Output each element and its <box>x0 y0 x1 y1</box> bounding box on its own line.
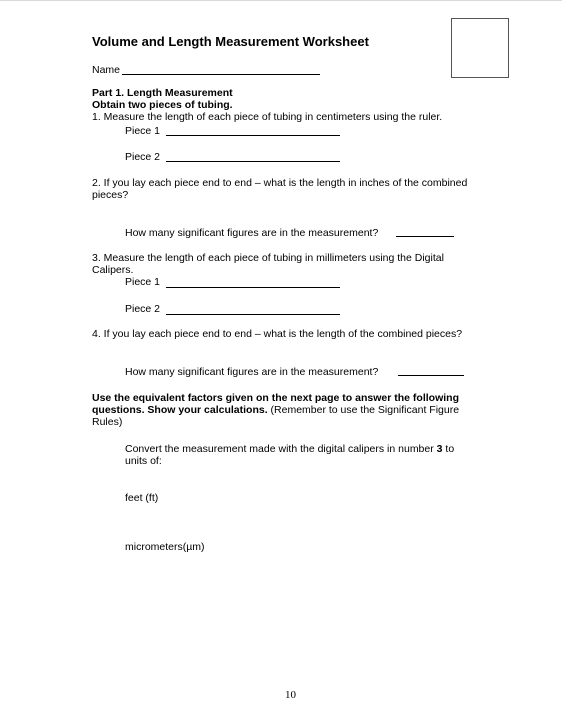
convert-line1 <box>125 443 454 455</box>
worksheet-title: Volume and Length Measurement Worksheet <box>92 34 369 49</box>
q1-piece2-blank[interactable] <box>166 161 340 162</box>
convert-line2: units of: <box>125 455 162 467</box>
q3-piece1-blank[interactable] <box>166 287 340 288</box>
instructions-line1: Use the equivalent factors given on the next page to answer the following <box>92 392 459 404</box>
name-blank[interactable] <box>122 74 320 75</box>
question-2-line1: 2. If you lay each piece end to end – what is the length in inches of the combined <box>92 177 468 189</box>
question-1: 1. Measure the length of each piece of tubing in centimeters using the ruler. <box>92 111 443 123</box>
convert-text-pre: Convert the measurement made with the digital calipers in number <box>125 443 437 455</box>
q1-piece2-label: Piece 2 <box>125 151 161 163</box>
name-label: Name <box>92 64 121 76</box>
q1-piece1-label: Piece 1 <box>125 125 161 137</box>
q4-sig-figs: How many significant figures are in the measurement? <box>125 366 379 378</box>
instructions-bold-part: questions. Show your calculations. <box>92 404 268 416</box>
instructions-line2 <box>92 404 459 416</box>
blank-box <box>451 18 509 78</box>
q3-piece1-label: Piece 1 <box>125 276 161 288</box>
q3-piece2-blank[interactable] <box>166 314 340 315</box>
page-number: 10 <box>285 689 296 701</box>
q2-sig-figs-blank[interactable] <box>396 236 454 237</box>
feet-label: feet (ft) <box>125 492 159 504</box>
q2-sig-figs: How many significant figures are in the measurement? <box>125 227 379 239</box>
question-2-line2: pieces? <box>92 189 129 201</box>
q3-piece2-label: Piece 2 <box>125 303 161 315</box>
convert-question-number: 3 <box>436 443 443 455</box>
question-4: 4. If you lay each piece end to end – what is the length of the combined pieces? <box>92 328 463 340</box>
question-3-line2: Calipers. <box>92 264 134 276</box>
micrometers-label: micrometers(µm) <box>125 541 205 553</box>
part1-subheading: Obtain two pieces of tubing. <box>92 99 233 111</box>
convert-text-post: to <box>442 443 455 455</box>
question-3-line1: 3. Measure the length of each piece of tubing in millimeters using the Digital <box>92 252 444 264</box>
instructions-line3: Rules) <box>92 416 123 428</box>
page-top-border <box>0 0 562 1</box>
part1-heading: Part 1. Length Measurement <box>92 87 233 99</box>
q1-piece1-blank[interactable] <box>166 135 340 136</box>
q4-sig-figs-blank[interactable] <box>398 375 464 376</box>
instructions-normal-part: (Remember to use the Significant Figure <box>267 404 460 416</box>
